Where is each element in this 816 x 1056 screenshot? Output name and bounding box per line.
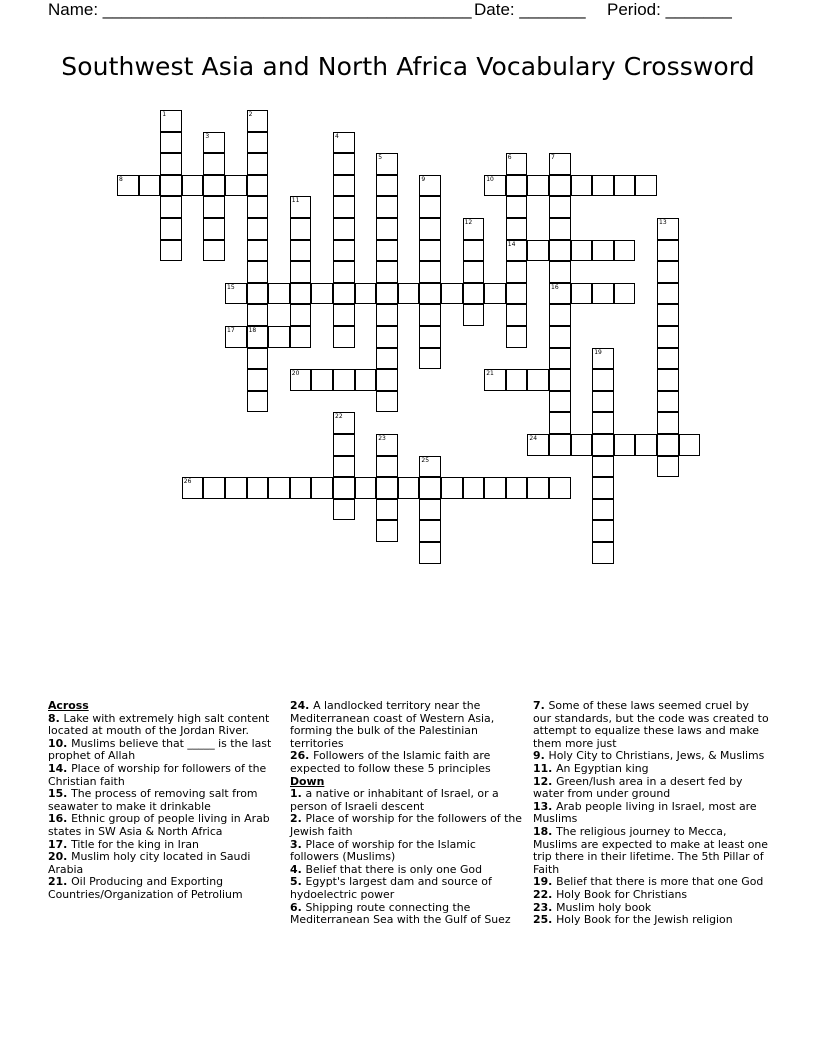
grid-cell[interactable] — [268, 477, 290, 499]
grid-cell[interactable] — [592, 499, 614, 521]
grid-cell[interactable] — [419, 304, 441, 326]
clue-number: 4. — [290, 862, 306, 876]
clue-text: Holy Book for the Jewish religion — [556, 913, 733, 927]
grid-cell[interactable] — [376, 261, 398, 283]
clue-text: Some of these laws seemed cruel by our standards, but the code was created to attempt to equalize these laws and make them more just — [533, 699, 769, 750]
cell-number: 21 — [486, 370, 494, 378]
grid-cell[interactable] — [463, 477, 485, 499]
grid-cell[interactable] — [549, 175, 571, 197]
cell-number: 19 — [594, 348, 602, 356]
grid-cell[interactable] — [549, 326, 571, 348]
grid-cell[interactable] — [333, 477, 355, 499]
clue-number: 22. — [533, 887, 557, 901]
cell-number: 23 — [378, 435, 386, 442]
grid-cell[interactable] — [592, 456, 614, 478]
grid-cell[interactable] — [247, 477, 269, 499]
grid-cell[interactable] — [247, 196, 269, 218]
cell-number: 15 — [227, 283, 235, 291]
grid-cell[interactable] — [614, 283, 636, 305]
down-clue — [290, 902, 526, 927]
grid-cell[interactable] — [225, 326, 247, 348]
clue-text: Followers of the Islamic faith are expected to follow these 5 principles — [290, 749, 491, 775]
grid-cell[interactable] — [203, 477, 225, 499]
grid-cell[interactable] — [355, 477, 377, 499]
grid-cell[interactable] — [592, 369, 614, 391]
across-clue — [48, 851, 282, 876]
grid-cell[interactable] — [657, 369, 679, 391]
clue-number: 19. — [533, 875, 557, 889]
clue-number: 13. — [533, 799, 557, 813]
grid-cell[interactable] — [592, 348, 614, 370]
grid-cell[interactable] — [549, 261, 571, 283]
grid-cell[interactable] — [506, 477, 528, 499]
clue-text: Muslim holy city located in Saudi Arabia — [48, 850, 251, 876]
grid-cell[interactable] — [549, 434, 571, 456]
grid-cell[interactable] — [657, 304, 679, 326]
clue-number: 6. — [290, 900, 306, 914]
clue-text: Ethnic group of people living in Arab states in SW Asia & North Africa — [48, 812, 270, 838]
grid-cell[interactable] — [333, 132, 355, 154]
clue-number: 8. — [48, 711, 64, 725]
grid-cell[interactable] — [549, 412, 571, 434]
clue-number: 21. — [48, 875, 72, 889]
grid-cell[interactable] — [225, 283, 247, 305]
down-clue — [290, 839, 526, 864]
grid-cell[interactable] — [376, 326, 398, 348]
grid-cell[interactable] — [290, 477, 312, 499]
grid-cell[interactable] — [484, 283, 506, 305]
grid-cell[interactable] — [657, 240, 679, 262]
clue-number: 1. — [290, 787, 306, 801]
grid-cell[interactable] — [592, 175, 614, 197]
grid-cell[interactable] — [419, 261, 441, 283]
grid-cell[interactable] — [592, 434, 614, 456]
cell-number: 12 — [464, 219, 473, 226]
grid-cell[interactable] — [463, 283, 485, 305]
grid-cell[interactable] — [290, 218, 312, 240]
cell-number: 6 — [507, 154, 512, 162]
grid-cell[interactable] — [506, 153, 528, 175]
grid-cell[interactable] — [333, 175, 355, 197]
grid-cell[interactable] — [376, 456, 398, 478]
grid-cell[interactable] — [247, 304, 269, 326]
grid-cell[interactable] — [247, 240, 269, 262]
clue-column-2 — [290, 700, 526, 927]
cell-number: 8 — [119, 175, 123, 183]
grid-cell[interactable] — [657, 218, 679, 240]
clue-number: 3. — [290, 837, 306, 851]
grid-cell[interactable] — [225, 175, 247, 197]
grid-cell[interactable] — [203, 175, 225, 197]
grid-cell[interactable] — [419, 196, 441, 218]
grid-cell[interactable] — [290, 240, 312, 262]
grid-cell[interactable] — [419, 477, 441, 499]
clue-text: The religious journey to Mecca, Muslims are expected to make at least one trip there in their lifetime. The 5th Pillar of Faith — [533, 824, 768, 876]
grid-cell[interactable] — [268, 283, 290, 305]
grid-cell[interactable] — [268, 326, 290, 348]
cell-number: 17 — [227, 327, 235, 334]
down-clue — [533, 801, 769, 826]
grid-cell[interactable] — [333, 261, 355, 283]
grid-cell[interactable] — [527, 369, 549, 391]
grid-cell[interactable] — [592, 520, 614, 542]
grid-cell[interactable] — [571, 283, 593, 305]
grid-cell[interactable] — [333, 434, 355, 456]
grid-cell[interactable] — [571, 434, 593, 456]
grid-cell[interactable] — [657, 261, 679, 283]
grid-cell[interactable] — [571, 175, 593, 197]
across-clue — [290, 700, 526, 750]
grid-cell[interactable] — [160, 132, 182, 154]
cell-number: 10 — [486, 175, 494, 183]
clue-number: 2. — [290, 812, 306, 826]
grid-cell[interactable] — [203, 153, 225, 175]
grid-cell[interactable] — [160, 153, 182, 175]
clue-text: Egypt's largest dam and source of hydoelectric power — [290, 875, 492, 901]
grid-cell[interactable] — [657, 283, 679, 305]
cell-number: 2 — [248, 111, 253, 118]
period-label[interactable]: Period: _______ — [607, 0, 732, 19]
clue-text: Holy City to Christians, Jews, & Muslims — [548, 749, 765, 763]
grid-cell[interactable] — [247, 283, 269, 305]
grid-cell[interactable] — [376, 348, 398, 370]
grid-cell[interactable] — [376, 391, 398, 413]
grid-cell[interactable] — [441, 283, 463, 305]
cell-number: 14 — [507, 240, 516, 248]
grid-cell[interactable] — [376, 304, 398, 326]
grid-cell[interactable] — [506, 369, 528, 391]
grid-cell[interactable] — [484, 369, 506, 391]
grid-cell[interactable] — [419, 348, 441, 370]
grid-cell[interactable] — [527, 240, 549, 262]
grid-cell[interactable] — [333, 326, 355, 348]
grid-cell[interactable] — [549, 196, 571, 218]
grid-cell[interactable] — [463, 240, 485, 262]
clue-text: Holy Book for Christians — [556, 887, 688, 901]
across-clue — [48, 763, 282, 788]
grid-cell[interactable] — [160, 110, 182, 132]
down-clue — [533, 914, 769, 927]
clue-number: 14. — [48, 761, 72, 775]
grid-cell[interactable] — [376, 434, 398, 456]
clue-number: 10. — [48, 736, 72, 750]
cell-number: 3 — [205, 132, 210, 140]
grid-cell[interactable] — [247, 132, 269, 154]
grid-cell[interactable] — [679, 434, 701, 456]
grid-cell[interactable] — [614, 434, 636, 456]
across-clue — [48, 738, 282, 763]
cell-number: 1 — [162, 111, 167, 118]
down-clue — [290, 876, 526, 901]
grid-cell[interactable] — [160, 240, 182, 262]
grid-cell[interactable] — [117, 175, 139, 197]
page-title: Southwest Asia and North Africa Vocabulary Crossword — [61, 52, 755, 81]
clue-text: Lake with extremely high salt content located at mouth of the Jordan River. — [48, 711, 270, 738]
grid-cell[interactable] — [506, 196, 528, 218]
down-clue — [290, 788, 526, 813]
grid-cell[interactable] — [333, 304, 355, 326]
grid-cell[interactable] — [311, 477, 333, 499]
clue-text: Muslims believe that _____ is the last prophet of Allah — [48, 736, 272, 763]
grid-cell[interactable] — [657, 348, 679, 370]
grid-cell[interactable] — [419, 218, 441, 240]
grid-cell[interactable] — [527, 175, 549, 197]
clue-column-3 — [533, 700, 769, 927]
grid-cell[interactable] — [614, 240, 636, 262]
clue-number: 11. — [533, 761, 557, 775]
grid-cell[interactable] — [549, 348, 571, 370]
grid-cell[interactable] — [506, 326, 528, 348]
grid-cell[interactable] — [549, 304, 571, 326]
clue-text: Place of worship for followers of the Christian faith — [48, 761, 267, 788]
grid-cell[interactable] — [657, 456, 679, 478]
grid-cell[interactable] — [398, 283, 420, 305]
grid-cell[interactable] — [247, 348, 269, 370]
down-clue — [533, 700, 769, 750]
across-clue — [48, 876, 282, 901]
grid-cell[interactable] — [506, 304, 528, 326]
grid-cell[interactable] — [549, 240, 571, 262]
grid-cell[interactable] — [182, 477, 204, 499]
cell-number: 9 — [421, 175, 426, 183]
cell-number: 22 — [335, 413, 343, 421]
grid-cell[interactable] — [333, 456, 355, 478]
clue-number: 16. — [48, 812, 72, 826]
cell-number: 11 — [291, 197, 300, 205]
grid-cell[interactable] — [419, 283, 441, 305]
grid-cell[interactable] — [419, 240, 441, 262]
across-clue — [48, 813, 282, 838]
clue-number: 25. — [533, 913, 557, 927]
clue-number: 15. — [48, 787, 72, 801]
grid-cell[interactable] — [355, 283, 377, 305]
grid-cell[interactable] — [333, 240, 355, 262]
clue-text: Arab people living in Israel, most are Muslims — [533, 799, 757, 826]
clue-text: Oil Producing and Exporting Countries/Organization of Petrolium — [48, 875, 243, 901]
grid-cell[interactable] — [376, 175, 398, 197]
grid-cell[interactable] — [247, 110, 269, 132]
grid-cell[interactable] — [571, 240, 593, 262]
down-clue — [533, 776, 769, 801]
grid-cell[interactable] — [484, 175, 506, 197]
clue-number: 20. — [48, 850, 72, 864]
grid-cell[interactable] — [635, 434, 657, 456]
grid-cell[interactable] — [376, 283, 398, 305]
grid-cell[interactable] — [549, 218, 571, 240]
grid-cell[interactable] — [506, 175, 528, 197]
grid-cell[interactable] — [139, 175, 161, 197]
grid-cell[interactable] — [376, 240, 398, 262]
grid-cell[interactable] — [527, 434, 549, 456]
grid-cell[interactable] — [592, 542, 614, 564]
clue-number: 9. — [533, 749, 549, 763]
grid-cell[interactable] — [333, 412, 355, 434]
grid-cell[interactable] — [376, 153, 398, 175]
grid-cell[interactable] — [160, 175, 182, 197]
grid-cell[interactable] — [506, 261, 528, 283]
cell-number: 4 — [335, 132, 339, 140]
grid-cell[interactable] — [506, 240, 528, 262]
grid-cell[interactable] — [376, 196, 398, 218]
grid-cell[interactable] — [592, 412, 614, 434]
grid-cell[interactable] — [247, 153, 269, 175]
grid-cell[interactable] — [290, 369, 312, 391]
grid-cell[interactable] — [419, 326, 441, 348]
grid-cell[interactable] — [549, 153, 571, 175]
clue-column-1 — [48, 700, 282, 902]
cell-number: 18 — [248, 327, 257, 334]
grid-cell[interactable] — [311, 369, 333, 391]
grid-cell[interactable] — [657, 326, 679, 348]
grid-cell[interactable] — [247, 391, 269, 413]
clue-text: Muslim holy book — [556, 900, 652, 914]
across-heading: Across — [48, 699, 89, 712]
cell-number: 20 — [291, 370, 300, 378]
grid-cell[interactable] — [376, 477, 398, 499]
clue-text: A landlocked territory near the Mediterranean coast of Western Asia, forming the bulk of the Palestinian territories — [290, 699, 495, 750]
grid-cell[interactable] — [419, 499, 441, 521]
cell-number: 26 — [183, 478, 192, 486]
grid-cell[interactable] — [419, 456, 441, 478]
clue-text: The process of removing salt from seawater to make it drinkable — [48, 787, 258, 813]
grid-cell[interactable] — [333, 218, 355, 240]
clue-text: Place of worship for the Islamic followers (Muslims) — [290, 837, 476, 864]
across-clue — [290, 750, 526, 775]
grid-cell[interactable] — [376, 499, 398, 521]
grid-cell[interactable] — [225, 477, 247, 499]
grid-cell[interactable] — [333, 196, 355, 218]
grid-cell[interactable] — [657, 434, 679, 456]
clue-number: 24. — [290, 699, 314, 712]
clue-text: Title for the king in Iran — [71, 837, 199, 851]
grid-cell[interactable] — [376, 218, 398, 240]
clue-number: 12. — [533, 774, 557, 788]
grid-cell[interactable] — [592, 391, 614, 413]
clue-text: Belief that there is more that one God — [556, 875, 764, 889]
grid-cell[interactable] — [290, 326, 312, 348]
grid-cell[interactable] — [441, 477, 463, 499]
grid-cell[interactable] — [657, 412, 679, 434]
grid-cell[interactable] — [182, 175, 204, 197]
cell-number: 5 — [378, 154, 383, 162]
grid-cell[interactable] — [333, 499, 355, 521]
grid-cell[interactable] — [506, 283, 528, 305]
grid-cell[interactable] — [376, 369, 398, 391]
grid-cell[interactable] — [419, 542, 441, 564]
grid-cell[interactable] — [484, 477, 506, 499]
clue-number: 17. — [48, 837, 72, 851]
across-clue — [48, 788, 282, 813]
grid-cell[interactable] — [333, 153, 355, 175]
grid-cell[interactable] — [419, 175, 441, 197]
down-clue — [290, 813, 526, 838]
clue-number: 5. — [290, 875, 306, 889]
grid-cell[interactable] — [290, 196, 312, 218]
grid-cell[interactable] — [549, 369, 571, 391]
name-label[interactable]: Name: _______________________________________ — [48, 0, 472, 19]
clue-text: Belief that there is only one God — [305, 862, 482, 876]
grid-cell[interactable] — [311, 283, 333, 305]
grid-cell[interactable] — [635, 175, 657, 197]
grid-cell[interactable] — [247, 175, 269, 197]
grid-cell[interactable] — [527, 477, 549, 499]
grid-cell[interactable] — [463, 218, 485, 240]
grid-cell[interactable] — [376, 520, 398, 542]
grid-cell[interactable] — [614, 175, 636, 197]
grid-cell[interactable] — [247, 369, 269, 391]
clue-number: 26. — [290, 749, 314, 763]
grid-cell[interactable] — [290, 261, 312, 283]
grid-cell[interactable] — [549, 477, 571, 499]
grid-cell[interactable] — [247, 218, 269, 240]
clue-text: Green/lush area in a desert fed by water from under ground — [533, 774, 743, 801]
grid-cell[interactable] — [290, 283, 312, 305]
grid-cell[interactable] — [247, 261, 269, 283]
cell-number: 24 — [529, 435, 538, 442]
grid-cell[interactable] — [592, 477, 614, 499]
date-label[interactable]: Date: _______ — [474, 0, 586, 19]
clue-text: a native or inhabitant of Israel, or a person of Israeli descent — [290, 787, 499, 813]
cell-number: 13 — [659, 219, 667, 226]
cell-number: 7 — [551, 154, 555, 162]
grid-cell[interactable] — [203, 132, 225, 154]
grid-cell[interactable] — [506, 218, 528, 240]
cell-number: 25 — [421, 456, 430, 464]
grid-cell[interactable] — [419, 520, 441, 542]
grid-cell[interactable] — [333, 369, 355, 391]
grid-cell[interactable] — [657, 391, 679, 413]
across-clue — [48, 713, 282, 738]
grid-cell[interactable] — [203, 218, 225, 240]
down-heading: Down — [290, 774, 325, 788]
grid-cell[interactable] — [203, 240, 225, 262]
grid-cell[interactable] — [463, 261, 485, 283]
down-clue — [533, 826, 769, 876]
grid-cell[interactable] — [398, 477, 420, 499]
clue-number: 18. — [533, 824, 557, 838]
grid-cell[interactable] — [247, 326, 269, 348]
grid-cell[interactable] — [203, 196, 225, 218]
cell-number: 16 — [551, 283, 559, 291]
clue-text: An Egyptian king — [556, 761, 649, 775]
grid-cell[interactable] — [463, 304, 485, 326]
grid-cell[interactable] — [592, 240, 614, 262]
grid-cell[interactable] — [290, 304, 312, 326]
grid-cell[interactable] — [355, 369, 377, 391]
clue-text: Shipping route connecting the Mediterranean Sea with the Gulf of Suez — [290, 900, 511, 927]
grid-cell[interactable] — [160, 218, 182, 240]
grid-cell[interactable] — [549, 283, 571, 305]
clue-number: 7. — [533, 699, 549, 712]
grid-cell[interactable] — [592, 283, 614, 305]
clue-number: 23. — [533, 900, 557, 914]
clue-text: Place of worship for the followers of the Jewish faith — [290, 812, 522, 838]
grid-cell[interactable] — [160, 196, 182, 218]
grid-cell[interactable] — [549, 391, 571, 413]
grid-cell[interactable] — [333, 283, 355, 305]
